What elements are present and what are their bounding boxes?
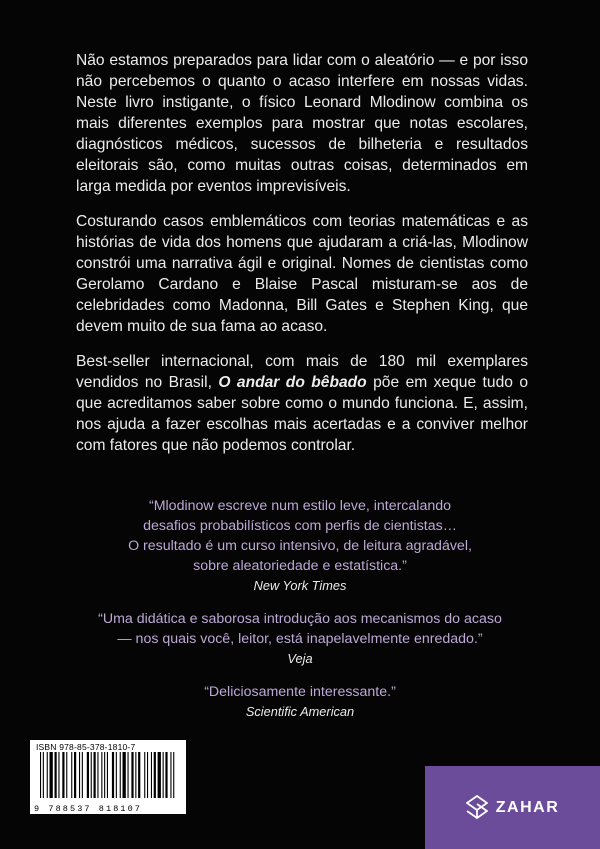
book-title: O andar do bêbado xyxy=(218,374,367,391)
quote-line: sobre aleatoriedade e estatística.” xyxy=(193,558,407,574)
quote-source: Scientific American xyxy=(245,704,355,719)
quote-veja xyxy=(40,609,560,668)
quote-nyt xyxy=(40,496,560,595)
publisher-badge xyxy=(425,766,600,849)
press-quotes xyxy=(40,496,560,735)
publisher-name: ZAHAR xyxy=(495,798,560,816)
quote-line: “Deliciosamente interessante.” xyxy=(204,684,396,700)
quote-line: O resultado é um curso intensivo, de leitura agradável, xyxy=(128,538,472,554)
blurb-p3-end: põe em xeque tudo o que acreditamos saber sobre como o mundo funciona. E, assim, nos ajuda a fazer escolhas mais acertadas e a conviver melhor com fatores que não podemos controlar. xyxy=(76,374,529,454)
blurb-paragraph-2: Costurando casos emblemáticos com teorias matemáticas e as histórias de vida dos homens que ajudaram a criá-las, Mlodinow constrói uma narrativa ágil e original. Nomes de cientistas como Gerolamo Cardano e Blaise Pascal misturam-se aos de celebridades como Madonna, Bill Gates e Stephen King, que devem muito de sua fama ao acaso. xyxy=(76,213,528,335)
blurb-paragraph-3 xyxy=(76,351,528,456)
ean-digits: 9 788537 818107 xyxy=(34,804,143,814)
quote-source: New York Times xyxy=(253,578,347,593)
zahar-logo-icon xyxy=(466,795,488,821)
blurb-p3-start: Best-seller internacional, com mais de 180 mil exemplares vendidos no Brasil, xyxy=(76,353,528,391)
barcode-bars xyxy=(36,752,180,804)
quote-sciam xyxy=(40,682,560,721)
quote-line: — nos quais você, leitor, está inapelavelmente enredado.” xyxy=(117,631,483,647)
quote-line: “Uma didática e saborosa introdução aos mecanismos do acaso xyxy=(98,611,502,627)
isbn-barcode xyxy=(30,740,186,814)
blurb-paragraph-1: Não estamos preparados para lidar com o aleatório — e por isso não percebemos o quanto o acaso interfere em nossas vidas. Neste livro instigante, o físico Leonard Mlodinow combina os mais diferentes exemplos para mostrar que notas escolares, diagnósticos médicos, sucessos de bilheteria e resultados eleitorais são, como muitas outras coisas, determinados em larga medida por eventos imprevisíveis. xyxy=(76,52,528,195)
back-cover-blurb xyxy=(76,50,528,470)
quote-line: “Mlodinow escreve num estilo leve, intercalando xyxy=(148,498,452,514)
isbn-text: ISBN 978-85-378-1810-7 xyxy=(36,742,136,752)
quote-source: Veja xyxy=(287,651,313,666)
quote-line: desafios probabilísticos com perfis de cientistas… xyxy=(143,518,457,534)
